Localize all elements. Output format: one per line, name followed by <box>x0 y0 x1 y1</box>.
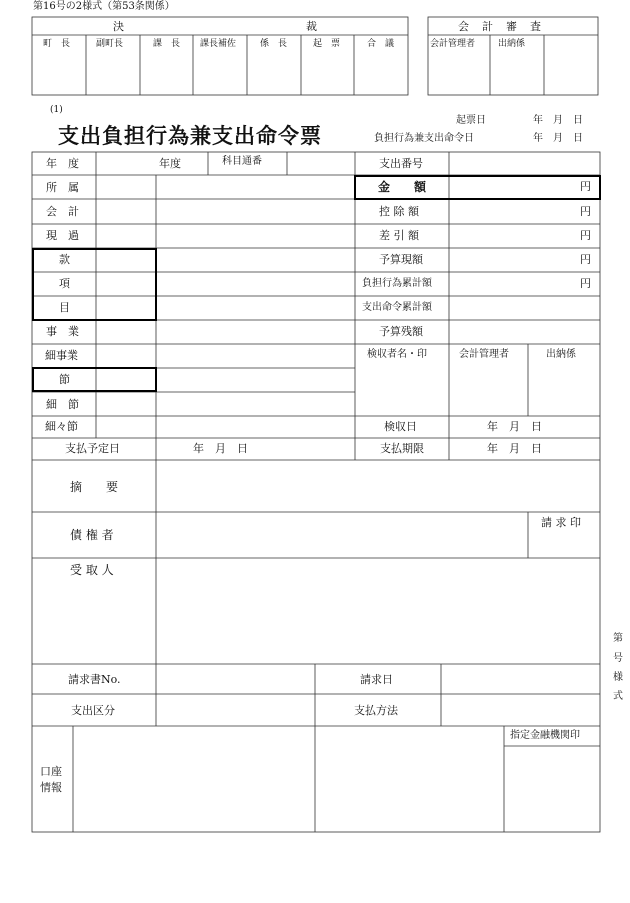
shiharai-yotei-ymd: 年 月 日 <box>193 442 248 455</box>
label-kaikei: 会 計 <box>46 205 79 218</box>
label-joho: 情報 <box>40 781 62 794</box>
approval-col-kacho-hosa: 課長補佐 <box>200 39 237 49</box>
kihyo-date-label: 起票日 <box>456 115 486 126</box>
label-genka: 現 過 <box>46 229 79 242</box>
label-saikensha: 債 権 者 <box>70 528 114 542</box>
audit-title: 会 計 審 査 <box>458 20 542 33</box>
approval-col-kacho: 課 長 <box>153 39 181 49</box>
shiharai-kigen-ymd: 年 月 日 <box>487 442 542 455</box>
approval-title-left: 決 <box>113 20 124 33</box>
label-shitei-kinyu-kikan-in: 指定金融機関印 <box>510 730 580 741</box>
label-nendo: 年 度 <box>46 157 79 170</box>
kenshu-bi-ymd: 年 月 日 <box>487 420 542 433</box>
approval-col-aigi: 合 議 <box>367 39 395 49</box>
label-sashihiki: 差 引 額 <box>379 229 419 242</box>
label-yosan-gengaku: 予算現額 <box>379 253 423 266</box>
kihyo-date-ymd: 年 月 日 <box>533 115 583 126</box>
label-kingaku: 金 額 <box>378 180 427 194</box>
audit-col-suitou: 出納係 <box>498 39 526 49</box>
audit-col-kaikei-kanrisha: 会計管理者 <box>430 39 476 49</box>
sashihiki-yen: 円 <box>580 229 591 242</box>
kojo-yen: 円 <box>580 205 591 218</box>
label-kan: 款 <box>59 253 70 266</box>
label-saijigyo: 細事業 <box>45 349 78 362</box>
side-note-2: 号 <box>613 653 623 664</box>
form-number: 第16号の2様式（第53条関係） <box>33 1 175 12</box>
label-shishutsu-bango: 支出番号 <box>379 157 423 170</box>
label-nendo-unit: 年度 <box>159 157 181 170</box>
label-kamoku-tsuban: 科目通番 <box>222 156 262 167</box>
side-note-1: 第 <box>613 633 623 644</box>
yosan-gengaku-yen: 円 <box>580 253 591 266</box>
label-uketorinin: 受 取 人 <box>70 563 114 577</box>
meirei-date-ymd: 年 月 日 <box>533 133 583 144</box>
side-note-4: 式 <box>613 691 623 702</box>
label-setsu: 節 <box>59 373 70 386</box>
subtitle: (1) <box>50 105 63 115</box>
approval-col-kakaricho: 係 長 <box>260 39 288 49</box>
label-kenshu-bi: 検収日 <box>384 420 417 433</box>
futan-ruikei-yen: 円 <box>580 277 591 290</box>
label-jigyo: 事 業 <box>46 325 79 338</box>
label-moku: 目 <box>59 301 70 314</box>
approval-title-right: 裁 <box>306 20 317 33</box>
label-koza: 口座 <box>40 765 62 778</box>
label-seikyu-in: 請 求 印 <box>541 516 581 529</box>
approval-col-kihyo: 起 票 <box>313 39 341 49</box>
meirei-date-label: 負担行為兼支出命令日 <box>374 133 474 144</box>
label-kenshu-sha: 検収者名・印 <box>367 349 427 360</box>
approval-col-fukuchocho: 副町長 <box>96 39 124 49</box>
label-shiharai-houhou: 支払方法 <box>354 704 398 717</box>
label-kojo: 控 除 額 <box>379 205 419 218</box>
label-kenshu-suitou: 出納係 <box>546 349 576 360</box>
label-shiharai-kigen: 支払期限 <box>380 442 424 455</box>
page-title: 支出負担行為兼支出命令票 <box>58 123 322 148</box>
side-note-3: 様 <box>613 672 623 683</box>
label-tekiyo: 摘 要 <box>70 480 119 494</box>
label-kou: 項 <box>59 277 70 290</box>
label-yosan-zan: 予算残額 <box>379 325 423 338</box>
label-saisetsu: 細 節 <box>46 398 79 411</box>
label-shiharai-yotei: 支払予定日 <box>65 442 120 455</box>
approval-col-chocho: 町 長 <box>43 39 71 49</box>
label-shozoku: 所 属 <box>46 181 79 194</box>
kingaku-yen: 円 <box>580 180 591 193</box>
label-meirei-ruikei: 支出命令累計額 <box>362 302 432 313</box>
label-shiharai-kubun: 支出区分 <box>71 704 115 717</box>
label-seikyubi: 請求日 <box>360 673 393 686</box>
label-saisaisetsu: 細々節 <box>45 420 78 433</box>
label-futan-ruikei: 負担行為累計額 <box>362 278 432 289</box>
label-seikyusho-no: 請求書No. <box>68 673 121 686</box>
label-kenshu-kaikei-kanrisha: 会計管理者 <box>459 349 509 360</box>
